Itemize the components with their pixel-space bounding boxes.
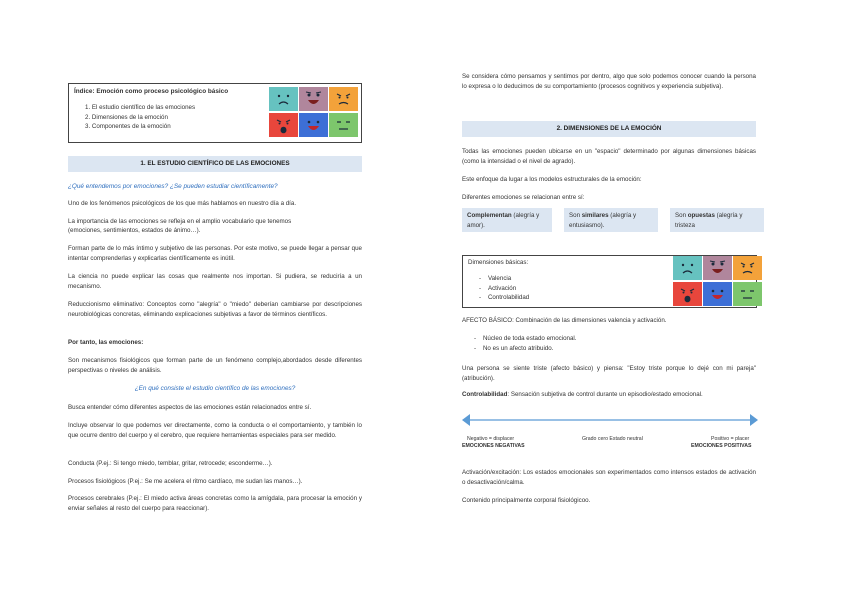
paragraph: Uno de los fenómenos psicológicos de los que más hablamos en nuestro día a día. bbox=[68, 200, 297, 207]
paragraph: Una persona se siente triste (afecto básico) y piensa: "Estoy triste porque lo dejé con mi pareja" (atribución). bbox=[462, 365, 756, 382]
relation-example: (alegría y tristeza bbox=[675, 212, 743, 229]
paragraph: Activación/excitación: Los estados emocionales son experimentados como intensos estados de activación o desactivación/calma. bbox=[462, 469, 756, 486]
index-item: 3. Componentes de la emoción bbox=[85, 123, 171, 131]
sub-item-text: Núcleo de toda estado emocional. bbox=[482, 335, 577, 342]
bullet: - bbox=[479, 284, 482, 292]
dimension-label: Controlabilidad bbox=[487, 294, 530, 302]
relation-card-complement bbox=[462, 208, 552, 232]
happy-face-icon bbox=[703, 282, 732, 306]
scale-center: Grado cero Estado neutral bbox=[582, 436, 643, 442]
disgust-face-icon bbox=[329, 113, 358, 137]
scale-arrow-left bbox=[462, 414, 470, 426]
index-box bbox=[68, 83, 362, 143]
relation-prefix: Son bbox=[569, 212, 582, 219]
paragraph: Por tanto, las emociones: bbox=[68, 339, 144, 346]
paragraph: (emociones, sentimientos, estados de ánimo…). bbox=[68, 227, 201, 234]
paragraph: Reduccionismo eliminativo: Conceptos como "alegría" o "miedo" deberían cambiarse por descripciones neurobiológicas concretas, eliminando explicaciones subjetivas a favor de términos científicos. bbox=[68, 301, 362, 318]
index-title: Índice: Emoción como proceso psicológico básico bbox=[74, 88, 229, 95]
paragraph: Procesos cerebrales (P.ej.: El miedo activa áreas concretas como la amígdala, para procesar la emoción y enviar señales al resto del cuerpo para reaccionar). bbox=[68, 495, 362, 512]
dimensions-title: Dimensiones básicas: bbox=[468, 259, 529, 266]
scale-right-top: Positivo = placer bbox=[711, 436, 750, 442]
bullet: - bbox=[479, 294, 482, 302]
scale-left-top: Negativo = displacer bbox=[467, 436, 515, 442]
question-heading-2: ¿En qué consiste el estudio científico de las emociones? bbox=[134, 385, 296, 392]
paragraph: Todas las emociones pueden ubicarse en un "espacio" determinado por algunas dimensiones básicas (como la intensidad o el nivel de agrado). bbox=[462, 148, 756, 165]
surprised-face-icon bbox=[299, 87, 328, 111]
paragraph: La importancia de las emociones se refleja en el amplio vocabulario que tenemos bbox=[68, 218, 292, 225]
paragraph: Son mecanismos fisiológicos que forman parte de un fenómeno complejo,abordados desde diferentes perspectivas o niveles de análisis. bbox=[68, 357, 362, 374]
paragraph: Diferentes emociones se relacionan entre sí: bbox=[462, 194, 585, 201]
section1-title: 1. EL ESTUDIO CIENTÍFICO DE LAS EMOCIONES bbox=[140, 160, 290, 167]
paragraph: Contenido principalmente corporal fisiológicoo. bbox=[462, 497, 591, 504]
relation-card-opposite bbox=[670, 208, 764, 232]
happy-face-icon bbox=[299, 113, 328, 137]
relation-label: similares bbox=[581, 212, 609, 219]
paragraph: AFECTO BÁSICO: Combinación de las dimensiones valencia y activación. bbox=[462, 317, 667, 324]
bullet: - bbox=[479, 275, 482, 282]
paragraph: Se considera cómo pensamos y sentimos por dentro, algo que solo podemos conocer cuando la persona lo expresa o lo deducimos de su comportamiento (procesos cognitivos y experiencia subjetiva). bbox=[462, 73, 756, 90]
shouting-face-icon bbox=[269, 113, 298, 137]
term-bold: Controlabilidad bbox=[462, 391, 508, 398]
relation-card-similar bbox=[564, 208, 658, 232]
sub-item bbox=[474, 344, 577, 354]
sad-face-icon bbox=[673, 256, 702, 280]
bullet: - bbox=[474, 335, 477, 342]
paragraph: La ciencia no puede explicar las cosas que realmente nos importan. Si pudiera, se reduciría a un mecanismo. bbox=[68, 273, 362, 290]
dimension-item bbox=[479, 293, 529, 303]
shouting-face-icon bbox=[673, 282, 702, 306]
dimension-item bbox=[479, 284, 529, 294]
term-definition: : Sensación subjetiva de control durante un episodio/estado emocional. bbox=[507, 391, 703, 398]
sad-face-icon bbox=[269, 87, 298, 111]
sub-item bbox=[474, 334, 577, 344]
relation-example: (alegría y entusiasmo). bbox=[569, 212, 637, 229]
relation-prefix: Son bbox=[675, 212, 688, 219]
paragraph: Busca entender cómo diferentes aspectos de las emociones están relacionados entre sí. bbox=[68, 404, 312, 411]
sub-item-text: No es un afecto atribuido. bbox=[482, 344, 554, 352]
relation-label: opuestas bbox=[687, 212, 715, 219]
angry-face-icon bbox=[733, 256, 762, 280]
section2-header bbox=[462, 121, 756, 137]
dimension-label: Activación bbox=[487, 284, 517, 292]
dimensions-box bbox=[462, 255, 757, 308]
scale-left-bottom: EMOCIONES NEGATIVAS bbox=[462, 443, 525, 449]
index-item: 2. Dimensiones de la emoción bbox=[85, 113, 168, 121]
paragraph bbox=[462, 390, 703, 400]
angry-face-icon bbox=[329, 87, 358, 111]
relation-label: Complementan bbox=[467, 212, 512, 219]
valence-scale-arrow bbox=[462, 412, 758, 428]
paragraph: Incluye observar lo que podemos ver directamente, como la conducta o el comportamiento, y también lo que ocurre dentro del cuerpo y el cerebro, que requiere herramientas especiales para ser medido. bbox=[68, 422, 362, 439]
dimension-label: Valencia bbox=[487, 275, 512, 282]
paragraph: Procesos fisiológicos (P.ej.: Se me acelera el ritmo cardíaco, me sudan las manos…). bbox=[68, 478, 303, 485]
section1-header bbox=[68, 156, 362, 172]
relation-example: (alegría y amor). bbox=[467, 212, 540, 229]
surprised-face-icon bbox=[703, 256, 732, 280]
scale-right-bottom: EMOCIONES POSITIVAS bbox=[691, 443, 752, 449]
section2-title: 2. DIMENSIONES DE LA EMOCIÓN bbox=[556, 125, 662, 132]
emotion-faces-grid bbox=[673, 256, 763, 308]
paragraph: Este enfoque da lugar a los modelos estructurales de la emoción: bbox=[462, 176, 642, 183]
paragraph: Forman parte de lo más íntimo y subjetivo de las personas. Por este motivo, se puede llegar a pensar que intentar comprenderlas y explicarlas científicamente es inútil. bbox=[68, 245, 362, 262]
scale-arrow-right bbox=[750, 414, 758, 426]
paragraph: Conducta (P.ej.: Si tengo miedo, temblar, gritar, retrocede; esconderme…). bbox=[68, 460, 273, 467]
disgust-face-icon bbox=[733, 282, 762, 306]
bullet: - bbox=[474, 344, 477, 352]
question-heading-1: ¿Qué entendemos por emociones? ¿Se pueden estudiar científicamente? bbox=[68, 183, 278, 190]
dimension-item bbox=[479, 274, 529, 284]
index-item: 1. El estudio científico de las emociones bbox=[85, 104, 196, 111]
dimensions-list bbox=[479, 274, 529, 303]
emotion-faces-grid bbox=[269, 87, 359, 139]
index-list bbox=[85, 103, 195, 132]
afecto-sublist bbox=[474, 334, 577, 353]
